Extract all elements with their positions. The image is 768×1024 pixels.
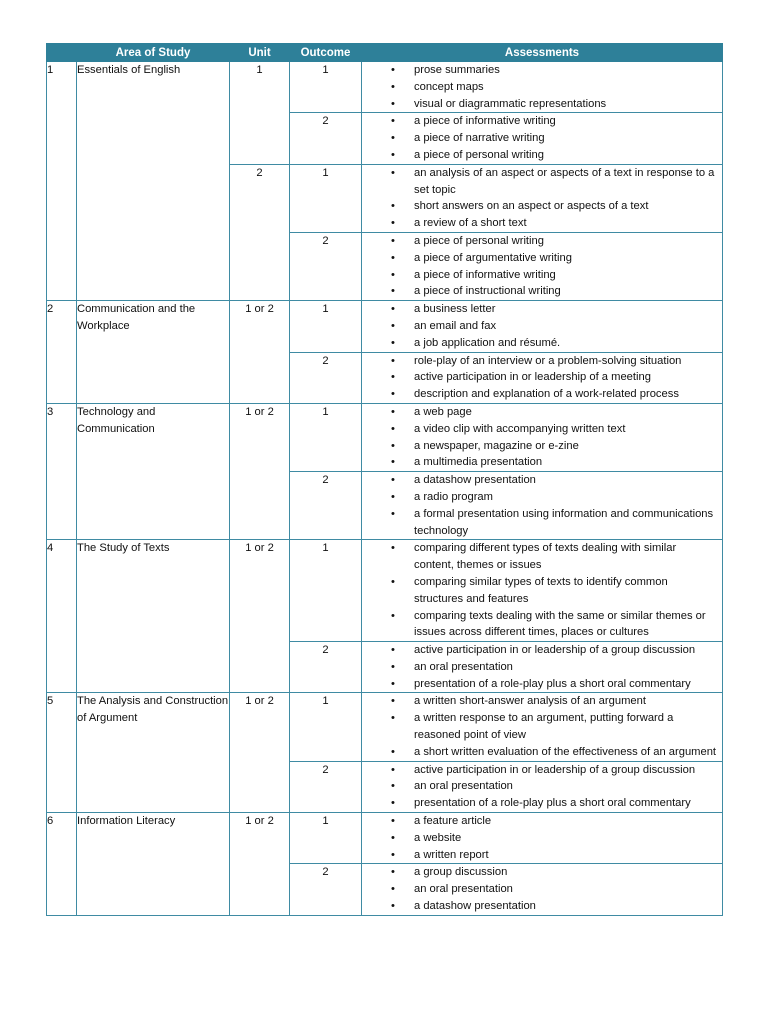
area-of-study: The Study of Texts — [77, 540, 230, 693]
assessment-list — [362, 353, 722, 403]
row-number: 5 — [47, 693, 77, 813]
assessment-item: • a review of a short text — [362, 215, 722, 232]
assessment-item: • a piece of argumentative writing — [362, 250, 722, 267]
unit-cell: 1 or 2 — [230, 540, 290, 693]
assessment-list — [362, 233, 722, 300]
row-number: 2 — [47, 301, 77, 404]
assessments-cell — [362, 113, 723, 164]
assessment-item: • comparing texts dealing with the same or similar themes or issues across different times, places or cultures — [362, 608, 722, 642]
assessment-item: • active participation in or leadership of a group discussion — [362, 762, 722, 779]
assessment-item: • a multimedia presentation — [362, 454, 722, 471]
assessment-item: • a business letter — [362, 301, 722, 318]
assessment-list — [362, 62, 722, 112]
assessment-item: • presentation of a role-play plus a short oral commentary — [362, 795, 722, 812]
outcome-cell: 1 — [290, 301, 362, 352]
assessment-item: • a written response to an argument, putting forward a reasoned point of view — [362, 710, 722, 744]
assessments-cell — [362, 540, 723, 642]
assessment-list — [362, 864, 722, 914]
table-row — [47, 540, 723, 642]
assessments-cell — [362, 352, 723, 403]
assessments-cell — [362, 472, 723, 540]
assessment-item: • visual or diagrammatic representations — [362, 96, 722, 113]
assessment-item: • an oral presentation — [362, 659, 722, 676]
table-header-row — [47, 44, 723, 62]
assessment-item: • a job application and résumé. — [362, 335, 722, 352]
unit-cell: 1 or 2 — [230, 813, 290, 916]
area-of-study: Information Literacy — [77, 813, 230, 916]
row-number: 3 — [47, 403, 77, 539]
outcome-cell: 2 — [290, 642, 362, 693]
outcome-cell: 1 — [290, 540, 362, 642]
assessments-cell — [362, 642, 723, 693]
assessments-cell — [362, 761, 723, 812]
assessment-list — [362, 113, 722, 163]
assessment-item: • a datashow presentation — [362, 898, 722, 915]
header-assessments: Assessments — [362, 44, 723, 62]
row-number: 6 — [47, 813, 77, 916]
assessment-table — [46, 43, 723, 916]
table-row — [47, 813, 723, 864]
assessment-item: • a feature article — [362, 813, 722, 830]
assessment-list — [362, 642, 722, 692]
assessment-item: • comparing similar types of texts to identify common structures and features — [362, 574, 722, 608]
outcome-cell: 1 — [290, 164, 362, 232]
assessment-list — [362, 165, 722, 232]
assessment-item: • a piece of narrative writing — [362, 130, 722, 147]
outcome-cell: 2 — [290, 113, 362, 164]
assessment-item: • description and explanation of a work-related process — [362, 386, 722, 403]
table-body — [47, 62, 723, 916]
outcome-cell: 2 — [290, 232, 362, 300]
unit-cell: 1 or 2 — [230, 301, 290, 404]
outcome-cell: 2 — [290, 472, 362, 540]
header-number — [47, 44, 77, 62]
assessments-cell — [362, 813, 723, 864]
table-row — [47, 693, 723, 761]
assessments-cell — [362, 864, 723, 915]
assessment-item: • role-play of an interview or a problem-solving situation — [362, 353, 722, 370]
header-outcome: Outcome — [290, 44, 362, 62]
row-number: 4 — [47, 540, 77, 693]
outcome-cell: 1 — [290, 693, 362, 761]
area-of-study: The Analysis and Construction of Argument — [77, 693, 230, 813]
area-of-study: Communication and the Workplace — [77, 301, 230, 404]
assessment-item: • a piece of instructional writing — [362, 283, 722, 300]
unit-cell: 1 or 2 — [230, 693, 290, 813]
assessment-list — [362, 301, 722, 351]
header-area: Area of Study — [77, 44, 230, 62]
outcome-cell: 1 — [290, 813, 362, 864]
assessment-item: • a formal presentation using information and communications technology — [362, 506, 722, 540]
outcome-cell: 2 — [290, 352, 362, 403]
assessment-item: • active participation in or leadership of a meeting — [362, 369, 722, 386]
assessments-cell — [362, 232, 723, 300]
assessments-cell — [362, 301, 723, 352]
assessment-item: • a written report — [362, 847, 722, 864]
assessment-list — [362, 472, 722, 539]
assessment-item: • a web page — [362, 404, 722, 421]
assessment-item: • an oral presentation — [362, 778, 722, 795]
area-of-study: Essentials of English — [77, 62, 230, 301]
assessment-item: • a written short-answer analysis of an argument — [362, 693, 722, 710]
assessments-cell — [362, 62, 723, 113]
assessment-list — [362, 813, 722, 863]
unit-cell: 1 — [230, 62, 290, 165]
assessment-list — [362, 693, 722, 760]
assessments-cell — [362, 693, 723, 761]
assessment-item: • a website — [362, 830, 722, 847]
assessment-item: • a radio program — [362, 489, 722, 506]
row-number: 1 — [47, 62, 77, 301]
assessment-item: • a datashow presentation — [362, 472, 722, 489]
table-row — [47, 403, 723, 471]
assessment-item: • comparing different types of texts dealing with similar content, themes or issues — [362, 540, 722, 574]
unit-cell: 2 — [230, 164, 290, 300]
assessment-list — [362, 762, 722, 812]
outcome-cell: 1 — [290, 403, 362, 471]
table-row — [47, 62, 723, 113]
outcome-cell: 2 — [290, 864, 362, 915]
assessment-item: • concept maps — [362, 79, 722, 96]
header-unit: Unit — [230, 44, 290, 62]
area-of-study: Technology and Communication — [77, 403, 230, 539]
assessment-item: • a piece of personal writing — [362, 147, 722, 164]
assessment-item: • an oral presentation — [362, 881, 722, 898]
assessment-item: • a group discussion — [362, 864, 722, 881]
assessment-item: • presentation of a role-play plus a short oral commentary — [362, 676, 722, 693]
assessment-item: • short answers on an aspect or aspects of a text — [362, 198, 722, 215]
assessment-item: • active participation in or leadership of a group discussion — [362, 642, 722, 659]
assessments-cell — [362, 164, 723, 232]
assessment-item: • a video clip with accompanying written text — [362, 421, 722, 438]
assessment-item: • an analysis of an aspect or aspects of a text in response to a set topic — [362, 165, 722, 199]
assessments-cell — [362, 403, 723, 471]
assessment-item: • a short written evaluation of the effectiveness of an argument — [362, 744, 722, 761]
assessment-item: • prose summaries — [362, 62, 722, 79]
assessment-list — [362, 540, 722, 641]
assessment-item: • a piece of informative writing — [362, 113, 722, 130]
assessment-item: • a piece of informative writing — [362, 267, 722, 284]
assessment-item: • an email and fax — [362, 318, 722, 335]
assessment-list — [362, 404, 722, 471]
outcome-cell: 2 — [290, 761, 362, 812]
assessment-item: • a newspaper, magazine or e-zine — [362, 438, 722, 455]
assessment-item: • a piece of personal writing — [362, 233, 722, 250]
outcome-cell: 1 — [290, 62, 362, 113]
unit-cell: 1 or 2 — [230, 403, 290, 539]
table-row — [47, 301, 723, 352]
